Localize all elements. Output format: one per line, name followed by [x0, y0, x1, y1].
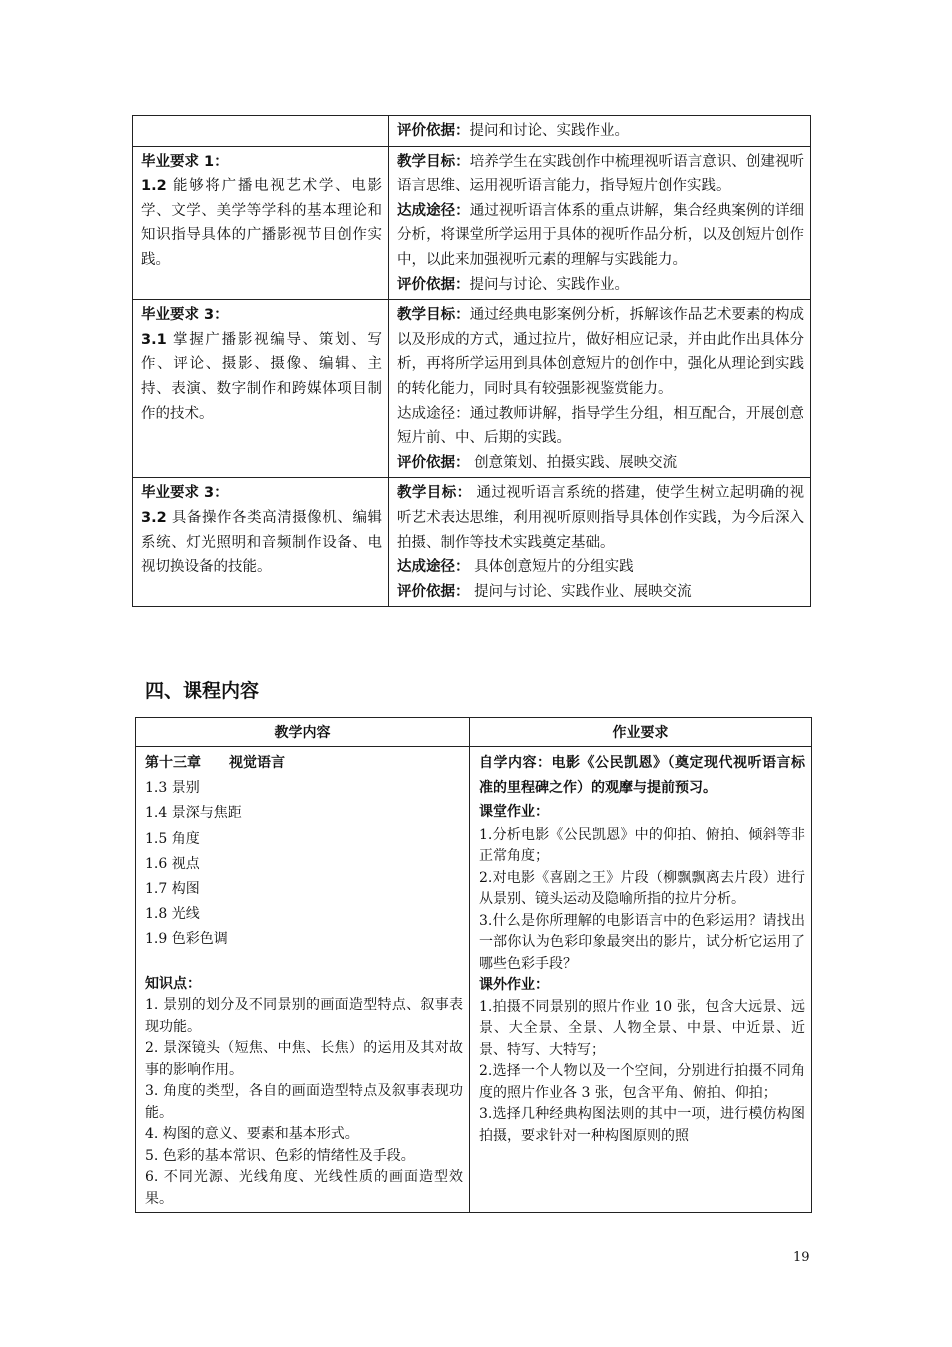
extra-assignment-item: 3.选择几种经典构图法则的其中一项，进行模仿构图拍摄，要求针对一种构图原则的照: [479, 1106, 805, 1144]
teaching-objective: 教学目标：通过经典电影案例分析，拆解该作品艺术要素的构成以及形成的方式，通过拉片，做好相应记录，并由此作出具体分析，再将所学运用到具体创意短片的创作中，强化从理论到实践的转化能力，同时具有较强影视鉴赏能力。: [397, 307, 805, 397]
achievement-approach: 达成途径： 具体创意短片的分组实践: [397, 559, 634, 576]
table-header-row: [136, 718, 812, 747]
self-study: 自学内容：电影《公民凯恩》（奠定现代视听语言标准的里程碑之作）的观摩与提前预习。: [479, 755, 805, 796]
class-assignment-label: 课堂作业：: [479, 804, 549, 821]
header-teaching-content: 教学内容: [136, 718, 470, 747]
knowledge-point: 1. 景别的划分及不同景别的画面造型特点、叙事表现功能。: [145, 997, 463, 1035]
assignment-cell: [470, 747, 812, 1213]
list-item: 1.9 色彩色调: [145, 931, 228, 948]
extra-assignment-item: 2.选择一个人物以及一个空间，分别进行拍摄不同角度的照片作业各 3 张，包含平角、俯拍、仰拍；: [479, 1063, 805, 1101]
list-item: 1.5 角度: [145, 830, 200, 847]
graduation-requirements-table: [132, 115, 811, 607]
teaching-content-cell: [136, 747, 470, 1213]
requirement-heading: 毕业要求 1：: [141, 153, 229, 170]
list-item: 1.6 视点: [145, 855, 200, 872]
objective-cell: [389, 116, 811, 147]
evaluation-basis: 评价依据：提问与讨论、实践作业。: [397, 276, 629, 293]
requirement-cell: [133, 146, 389, 300]
header-assignment-requirements: 作业要求: [470, 718, 812, 747]
requirement-text: 3.1 掌握广播影视编导、策划、写作、评论、摄影、摄像、编辑、主持、表演、数字制作和跨媒体项目制作的技术。: [141, 331, 382, 422]
requirement-cell: [133, 116, 389, 147]
knowledge-point: 4. 构图的意义、要素和基本形式。: [145, 1126, 359, 1143]
page-number: 19: [793, 1250, 810, 1265]
knowledge-point: 6. 不同光源、光线角度、光线性质的画面造型效果。: [145, 1169, 463, 1207]
list-item: 1.4 景深与焦距: [145, 805, 242, 822]
knowledge-point: 3. 角度的类型，各自的画面造型特点及叙事表现功能。: [145, 1083, 463, 1121]
objective-cell: [389, 478, 811, 607]
objective-cell: [389, 146, 811, 300]
table-row: [133, 116, 811, 147]
teaching-objective: 教学目标： 通过视听语言系统的搭建，使学生树立起明确的视听艺术表达思维，利用视听原则指导具体创作实践，为今后深入拍摄、制作等技术实践奠定基础。: [397, 485, 805, 551]
requirement-heading: 毕业要求 3：: [141, 307, 229, 324]
class-assignment-item: 1.分析电影《公民凯恩》中的仰拍、俯拍、倾斜等非正常角度；: [479, 826, 805, 865]
chapter-title: 第十三章 视觉语言: [145, 755, 285, 771]
requirement-cell: [133, 478, 389, 607]
extra-assignment-label: 课外作业：: [479, 977, 549, 994]
chapter-items: [145, 751, 463, 953]
knowledge-point: 2. 景深镜头（短焦、中焦、长焦）的运用及其对故事的影响作用。: [145, 1040, 463, 1078]
achievement-approach: 达成途径：通过教师讲解，指导学生分组，相互配合，开展创意短片前、中、后期的实践。: [397, 405, 805, 447]
table-row: [133, 478, 811, 607]
evaluation-basis: 评价依据： 提问与讨论、实践作业、展映交流: [397, 583, 692, 600]
requirement-text: 1.2 能够将广播电视艺术学、电影学、文学、美学等学科的基本理论和知识指导具体的广播影视节目创作实践。: [141, 178, 382, 268]
list-item: 1.3 景别: [145, 780, 200, 797]
list-item: 1.8 光线: [145, 906, 200, 923]
table-row: [136, 747, 812, 1213]
objective-cell: [389, 300, 811, 478]
requirement-text: 3.2 具备操作各类高清摄像机、编辑系统、灯光照明和音频制作设备、电视切换设备的技能。: [141, 509, 382, 576]
table-row: [133, 300, 811, 478]
course-content-table: [135, 717, 812, 1213]
section-title: 四、课程内容: [145, 680, 260, 702]
table-row: [133, 146, 811, 300]
class-assignment-item: 3.什么是你所理解的电影语言中的色彩运用？请找出一部你认为色彩印象最突出的影片，试分析它运用了哪些色彩手段？: [479, 912, 805, 972]
achievement-approach: 达成途径：通过视听语言体系的重点讲解，集合经典案例的详细分析，将课堂所学运用于具体的视听作品分析，以及创短片创作中，以此来加强视听元素的理解与实践能力。: [397, 202, 805, 268]
knowledge-point: 5. 色彩的基本常识、色彩的情绪性及手段。: [145, 1147, 415, 1164]
evaluation-basis: 评价依据： 创意策划、拍摄实践、展映交流: [397, 454, 678, 471]
teaching-objective: 教学目标：培养学生在实践创作中梳理视听语言意识、创建视听语言思维、运用视听语言能力，指导短片创作实践。: [397, 153, 805, 195]
class-assignment-item: 2.对电影《喜剧之王》片段（柳飘飘离去片段）进行从景别、镜头运动及隐喻所指的拉片分析。: [479, 869, 805, 908]
extra-assignment-item: 1.拍摄不同景别的照片作业 10 张，包含大远景、远景、大全景、全景、人物全景、中景、中近景、近景、特写、大特写；: [479, 998, 805, 1058]
requirement-cell: [133, 300, 389, 478]
knowledge-label: 知识点：: [145, 975, 201, 992]
evaluation-basis: 评价依据：提问和讨论、实践作业。: [397, 123, 629, 139]
list-item: 1.7 构图: [145, 881, 200, 898]
requirement-heading: 毕业要求 3：: [141, 485, 229, 502]
